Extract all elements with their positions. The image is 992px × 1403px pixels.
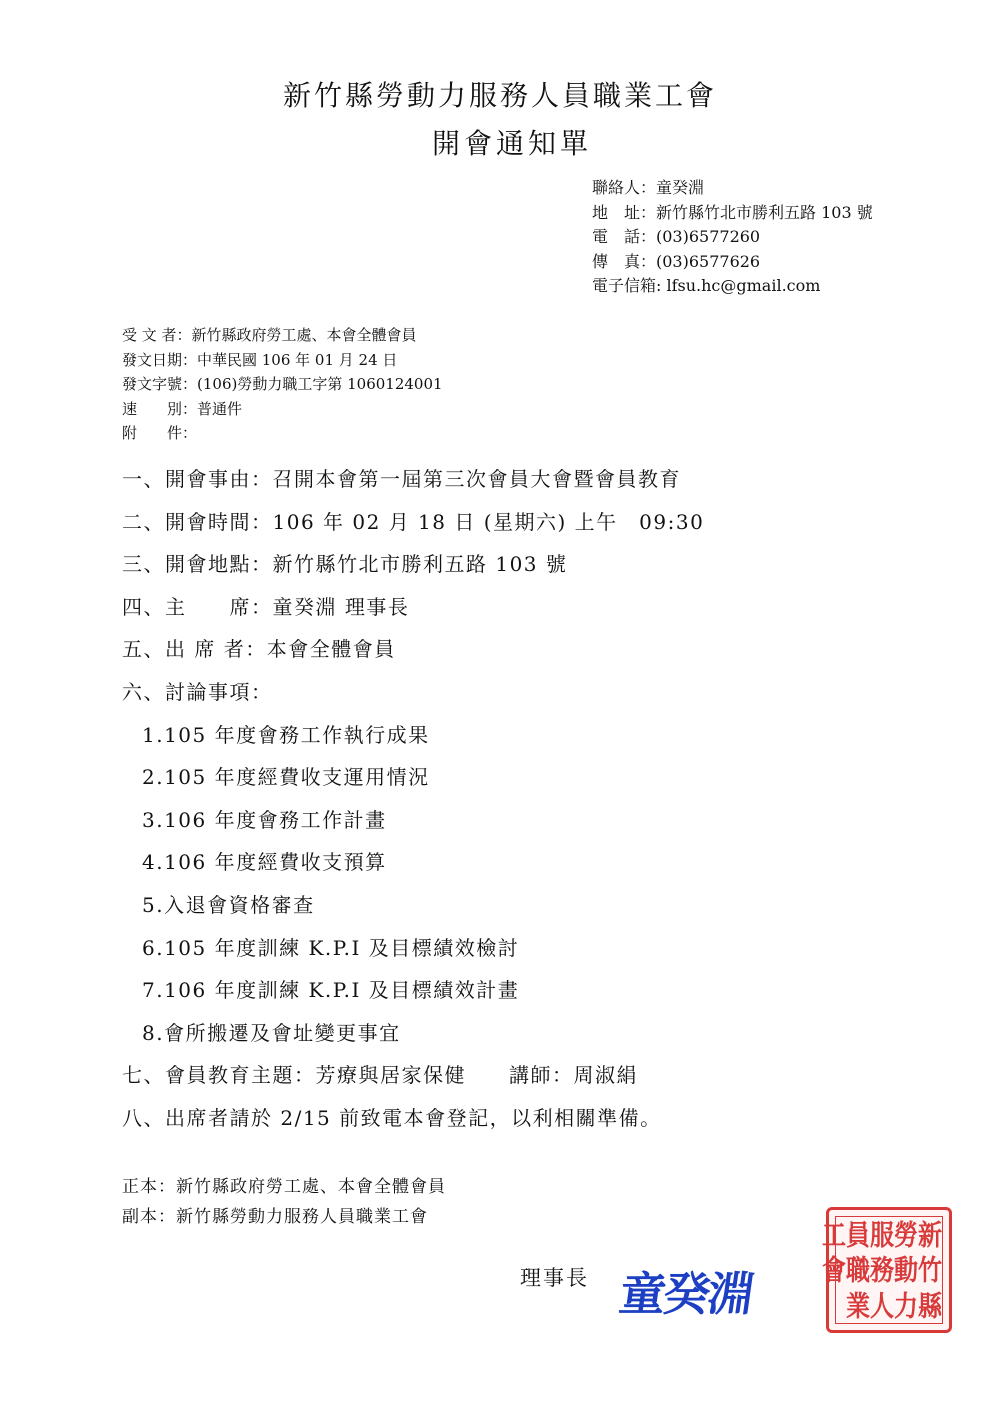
seal-character: 人 [870,1288,894,1322]
discussion-item: 5.入退會資格審查 [142,892,315,917]
document-meta [122,323,443,446]
seal-character: 業 [846,1288,870,1322]
seal-character: 縣 [918,1288,942,1322]
discussion-item: 4.106 年度經費收支預算 [142,850,387,875]
discussion-item: 8.會所搬遷及會址變更事宜 [142,1020,401,1045]
doc-title: 開會通知單 [432,127,593,160]
seal-character: 服 [870,1217,894,1251]
seal-character: 力 [894,1288,918,1322]
discussion-item: 6.105 年度訓練 K.P.I 及目標績效檢討 [142,935,520,960]
copies-original: 正本：新竹縣政府勞工處、本會全體會員 [122,1177,446,1197]
item-reason: 一、開會事由：召開本會第一屆第三次會員大會暨會員教育 [122,467,681,491]
contact-address: 地 址：新竹縣竹北市勝利五路 103 號 [592,202,873,222]
item-discussion-heading: 六、討論事項： [122,679,273,704]
discussion-item: 7.106 年度訓練 K.P.I 及目標績效計畫 [142,978,520,1003]
seal-character: 勞 [894,1217,918,1251]
contact-email: 電子信箱: lfsu.hc@gmail.com [592,276,821,295]
item-education: 七、會員教育主題：芳療與居家保健 講師：周淑絹 [122,1063,638,1088]
copies-duplicate: 副本：新竹縣勞動力服務人員職業工會 [122,1207,428,1227]
meta-speed: 速 別：普通件 [122,399,243,418]
meeting-items [122,458,704,1140]
discussion-item: 3.106 年度會務工作計畫 [142,807,387,832]
item-rsvp: 八、出席者請於 2/15 前致電本會登記，以利相關準備。 [122,1105,662,1130]
meta-attachment: 附 件： [122,424,198,442]
meta-recipient: 受 文 者：新竹縣政府勞工處、本會全體會員 [122,326,417,344]
item-attendees: 五、出 席 者：本會全體會員 [122,637,396,662]
seal-characters [822,1216,943,1324]
contact-fax: 傳 真：(03)6577626 [592,251,761,271]
discussion-item: 2.105 年度經費收支運用情況 [142,765,430,790]
seal-character: 動 [894,1252,918,1287]
meta-doc-number: 發文字號：(106)勞動力職工字第 1060124001 [122,375,443,393]
seal-character: 務 [870,1252,894,1287]
item-time: 二、開會時間：106 年 02 月 18 日 (星期六) 上午 09:30 [122,509,705,534]
org-title: 新竹縣勞動力服務人員職業工會 [283,79,718,112]
official-seal [822,1207,952,1333]
seal-character: 職 [846,1252,870,1287]
contact-block [592,176,873,299]
seal-character: 會 [822,1252,846,1287]
contact-person: 聯絡人：童癸淵 [592,178,705,197]
signoff-title: 理事長 [520,1266,589,1290]
contact-phone: 電 話：(03)6577260 [592,227,761,246]
seal-character: 員 [846,1217,870,1251]
meta-date: 發文日期：中華民國 106 年 01 月 24 日 [122,350,398,369]
chairman-signature: 童癸淵 [616,1267,756,1321]
seal-character: 竹 [918,1252,942,1287]
item-place: 三、開會地點：新竹縣竹北市勝利五路 103 號 [122,552,568,577]
item-chair: 四、主 席：童癸淵 理事長 [122,594,410,619]
seal-character: 新 [918,1217,942,1251]
copies-block [122,1172,446,1232]
discussion-item: 1.105 年度會務工作執行成果 [142,722,430,747]
seal-character: 工 [822,1217,846,1251]
